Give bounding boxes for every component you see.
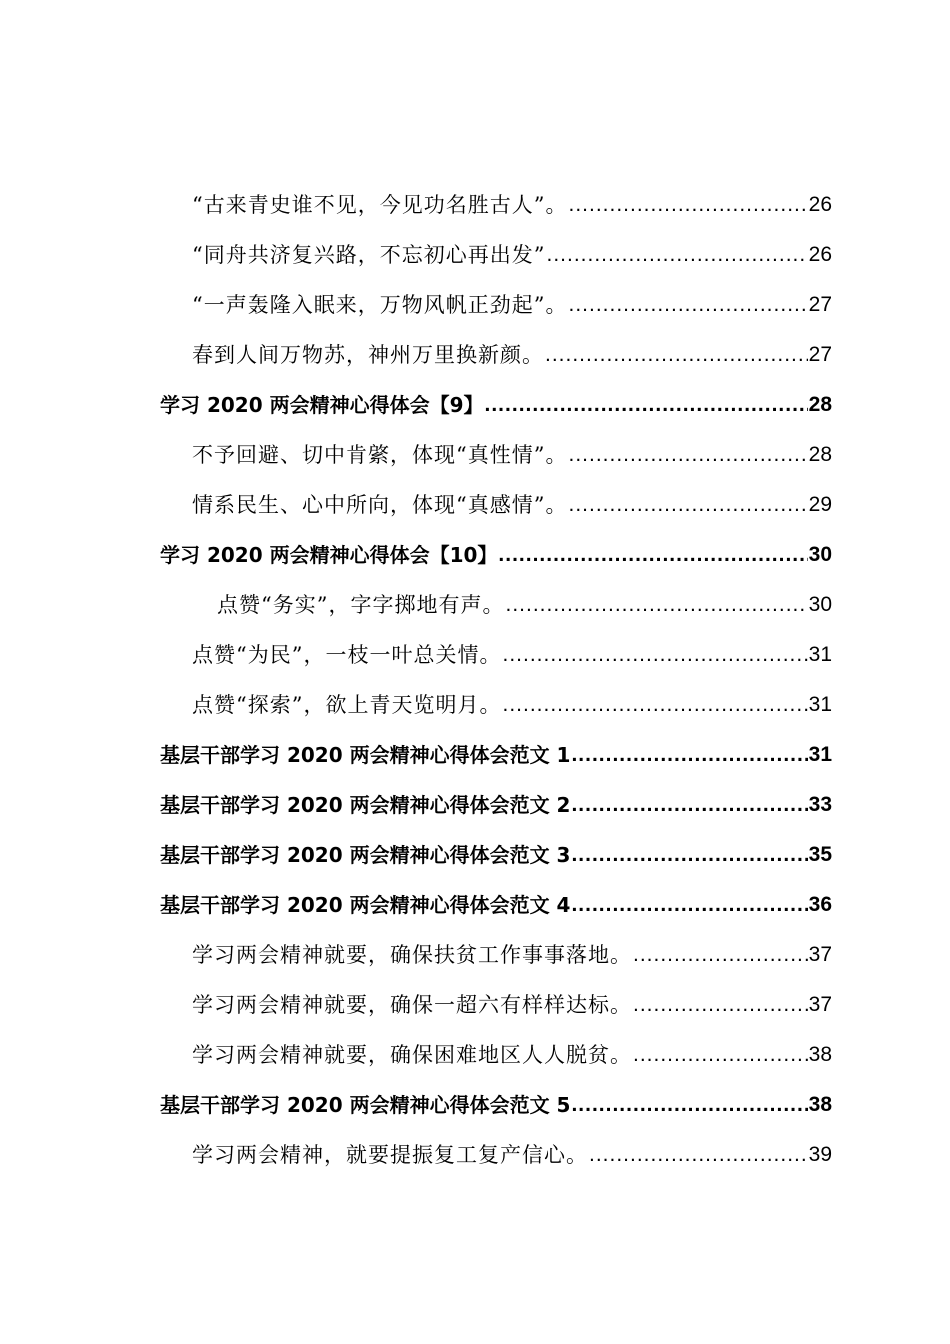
toc-entry[interactable] [192,1040,832,1070]
dot-leader [546,240,807,270]
toc-entry-title: 点赞“务实”，字字掷地有声。 [217,593,505,617]
toc-entry[interactable] [192,940,832,970]
toc-entry[interactable] [160,390,832,420]
toc-entry[interactable] [192,490,832,520]
toc-entry[interactable] [160,540,832,570]
toc-entry-page: 37 [808,993,832,1016]
dot-leader [571,790,807,820]
toc-entry-page: 28 [808,443,832,466]
toc-entry-title: 基层干部学习 2020 两会精神心得体会范文 5 [160,1093,571,1117]
toc-entry[interactable] [192,440,832,470]
toc-entry[interactable] [160,840,832,870]
dot-leader [633,990,808,1020]
toc-entry-page: 26 [808,193,832,216]
toc-entry-page: 35 [808,843,832,866]
toc-entry[interactable] [192,240,832,270]
dot-leader [505,590,807,620]
toc-entry[interactable] [192,190,832,220]
toc-entry-title: “同舟共济复兴路，不忘初心再出发” [192,243,546,267]
toc-entry-title: 不予回避、切中肯綮，体现“真性情”。 [192,443,568,467]
toc-entry-page: 26 [808,243,832,266]
toc-entry-title: 基层干部学习 2020 两会精神心得体会范文 3 [160,843,571,867]
toc-entry-title: 学习两会精神就要，确保扶贫工作事事落地。 [192,943,632,967]
toc-entry[interactable] [217,590,832,620]
dot-leader [502,690,807,720]
toc-entry-title: 学习两会精神，就要提振复工复产信心。 [192,1143,588,1167]
toc-entry-title: 学习两会精神就要，确保一超六有样样达标。 [192,993,632,1017]
toc-entry-page: 33 [808,793,832,816]
toc-entry-page: 38 [808,1043,832,1066]
dot-leader [633,940,808,970]
toc-entry[interactable] [192,990,832,1020]
toc-entry-title: “一声轰隆入眠来，万物风帆正劲起”。 [192,293,568,317]
dot-leader [545,340,808,370]
toc-entry-title: 基层干部学习 2020 两会精神心得体会范文 4 [160,893,571,917]
toc-entry-title: 春到人间万物苏，神州万里换新颜。 [192,343,544,367]
dot-leader [633,1040,808,1070]
toc-entry-page: 38 [808,1093,832,1116]
dot-leader [568,290,807,320]
toc-entry-page: 30 [808,543,832,566]
toc-entry[interactable] [192,340,832,370]
toc-entry-page: 27 [808,293,832,316]
toc-entry-title: 学习 2020 两会精神心得体会【9】 [160,393,484,417]
toc-entry-page: 27 [808,343,832,366]
toc-entry-title: 学习两会精神就要，确保困难地区人人脱贫。 [192,1043,632,1067]
toc-entry[interactable] [192,1140,832,1170]
toc-entry-title: 基层干部学习 2020 两会精神心得体会范文 1 [160,743,571,767]
dot-leader [571,740,807,770]
dot-leader [485,390,808,420]
toc-entry-title: “古来青史谁不见，今见功名胜古人”。 [192,193,568,217]
toc-entry-page: 31 [808,743,832,766]
dot-leader [568,490,807,520]
toc-entry-page: 29 [808,493,832,516]
toc-entry[interactable] [160,890,832,920]
toc-entry-page: 39 [808,1143,832,1166]
toc-entry-page: 31 [808,693,832,716]
toc-entry-page: 36 [808,893,832,916]
dot-leader [568,440,807,470]
toc-entry[interactable] [192,690,832,720]
toc-entry-page: 31 [808,643,832,666]
dot-leader [571,840,807,870]
toc-entry-title: 点赞“探索”，欲上青天览明月。 [192,693,502,717]
toc-entry[interactable] [160,790,832,820]
toc-entry[interactable] [160,740,832,770]
toc-entry[interactable] [192,640,832,670]
toc-entry-page: 37 [808,943,832,966]
toc-entry-title: 点赞“为民”，一枝一叶总关情。 [192,643,502,667]
dot-leader [571,1090,807,1120]
toc-entry-title: 情系民生、心中所向，体现“真感情”。 [192,493,568,517]
toc-entry[interactable] [160,1090,832,1120]
toc-entry[interactable] [192,290,832,320]
toc-entry-page: 30 [808,593,832,616]
dot-leader [502,640,807,670]
dot-leader [589,1140,808,1170]
toc-entry-title: 基层干部学习 2020 两会精神心得体会范文 2 [160,793,571,817]
dot-leader [498,540,807,570]
dot-leader [571,890,807,920]
toc-entry-page: 28 [808,393,832,416]
dot-leader [568,190,807,220]
toc-entry-title: 学习 2020 两会精神心得体会【10】 [160,543,498,567]
